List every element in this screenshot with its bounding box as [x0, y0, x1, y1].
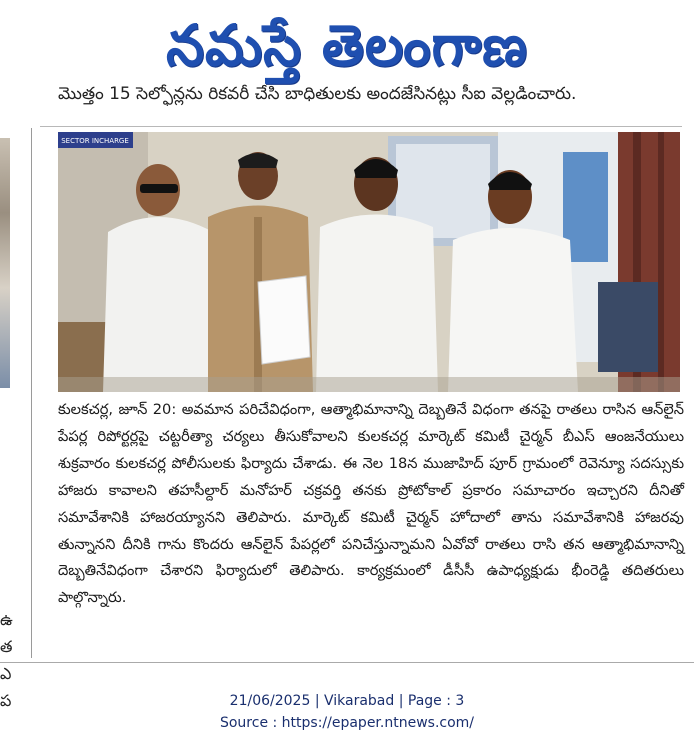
footer [0, 690, 694, 734]
source-link[interactable]: Source : https://epaper.ntnews.com/ [219, 715, 475, 731]
adjacent-column-fragment [0, 128, 13, 710]
adjacent-line: ప [0, 691, 12, 710]
adjacent-line: ఎ [0, 664, 12, 683]
newspaper-title: నమస్తే తెలంగాణ [166, 12, 528, 79]
photo-illustration [58, 132, 680, 392]
clipped-article-line [58, 84, 680, 113]
edition-info: 21/06/2025 | Vikarabad | Page : 3 [229, 693, 465, 709]
adjacent-line: ఉ [0, 610, 13, 629]
sign-text: SECTOR INCHARGE [61, 137, 129, 145]
adjacent-line: త [0, 637, 13, 656]
bottom-divider [0, 662, 694, 663]
article-photo [58, 132, 680, 392]
column-divider [31, 128, 32, 658]
top-divider [40, 126, 682, 127]
clipped-line-text: మొత్తం 15 సెల్ఫోన్లను రికవరీ చేసి బాధితులకు అందజేసినట్లు సీఐ వెల్లడించారు. [58, 84, 577, 104]
article-body: కులకచర్ల, జూన్ 20: అవమాన పరిచేవిధంగా, ఆత్మాభిమానాన్ని దెబ్బతినే విధంగా తనపై రాతలు రాసిన ఆన్‌లైన్ పేపర్ల రిపోర్టర్లపై చట్టరీత్యా చర్యలు తీసుకోవాలని కులకచర్ల మార్కెట్ కమిటీ చైర్మన్ బీఎస్ ఆంజనేయులు శుక్రవారం కులకచర్ల పోలీసులకు ఫిర్యాదు చేశాడు. ఈ నెల 18న ముజాహిద్ పూర్ గ్రామంలో రెవెన్యూ సదస్సుకు హాజరు కావాలని తహసీల్దార్ మనోహర్ చక్రవర్తి తనకు ప్రోటోకాల్ ప్రకారం సమాచారం ఇచ్చారని దీనితో సమావేశానికి హాజరయ్యానని తెలిపారు. మార్కెట్ కమిటీ చైర్మన్ హోదాలో తాను సమావేశానికి హాజరవు తున్నానని దీనికి గాను కొందరు ఆన్‌లైన్ పేపర్లలో పనిచేస్తున్నామని ఏవోవో రాతలు రాసి తన ఆత్మాభిమానాన్ని దెబ్బతినేవిధంగా చేశారని ఫిర్యాదులో తెలిపారు. కార్యక్రమంలో డీసీసీ ఉపాధ్యక్షుడు భీంరెడ్డి తదితరులు పాల్గొన్నారు. [58, 401, 684, 607]
masthead [0, 0, 694, 92]
adjacent-photo-fragment [0, 138, 10, 388]
